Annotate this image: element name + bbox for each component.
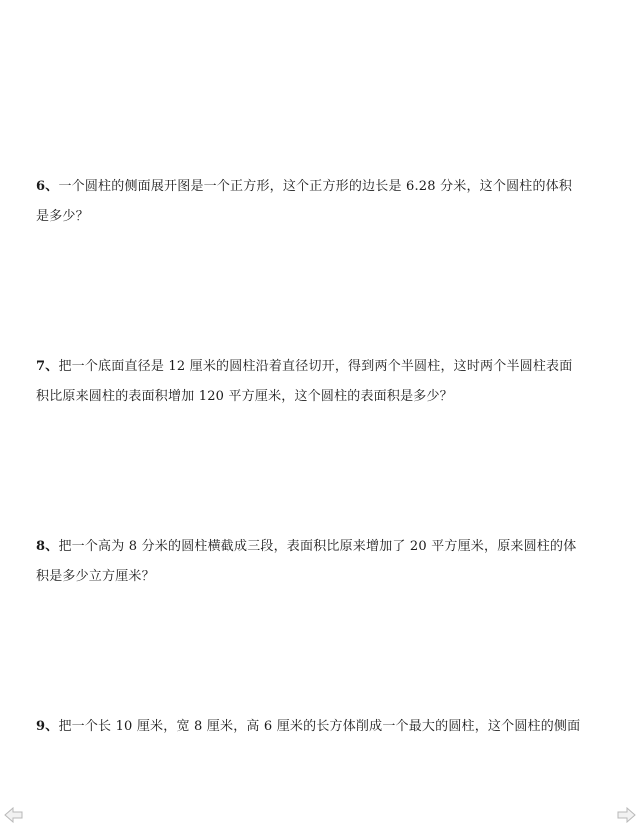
question-8-line-2: 积是多少立方厘米？ <box>36 569 155 584</box>
question-7-separator: 、 <box>45 359 59 374</box>
question-8-text-1: 把一个高为 8 分米的圆柱横截成三段，表面积比原来增加了 20 平方厘米，原来圆柱的体 <box>58 539 577 554</box>
question-9-separator: 、 <box>45 719 59 734</box>
question-8-number: 8 <box>36 539 46 554</box>
prev-page-button[interactable] <box>4 807 24 823</box>
question-7-line-1 <box>36 352 602 382</box>
question-6-separator: 、 <box>45 179 59 194</box>
arrow-right-icon <box>616 807 636 823</box>
arrow-left-icon <box>4 807 24 823</box>
question-9-text-1: 把一个长 10 厘米，宽 8 厘米，高 6 厘米的长方体削成一个最大的圆柱，这个圆柱的侧面 <box>58 719 581 734</box>
question-7-line-2: 积比原来圆柱的表面积增加 120 平方厘米，这个圆柱的表面积是多少？ <box>36 389 453 404</box>
question-8-separator: 、 <box>45 539 59 554</box>
question-9-number: 9 <box>36 719 46 734</box>
question-9-line-1 <box>36 712 602 742</box>
question-6-line-2: 是多少？ <box>36 209 89 224</box>
question-6-text-1: 一个圆柱的侧面展开图是一个正方形，这个正方形的边长是 6.28 分米，这个圆柱的体积 <box>58 179 573 194</box>
question-8-line-1 <box>36 532 602 562</box>
question-6-number: 6 <box>36 179 46 194</box>
question-7 <box>36 352 602 412</box>
next-page-button[interactable] <box>616 807 636 823</box>
question-9 <box>36 712 602 742</box>
question-7-number: 7 <box>36 359 46 374</box>
question-7-text-1: 把一个底面直径是 12 厘米的圆柱沿着直径切开，得到两个半圆柱，这时两个半圆柱表面 <box>58 359 573 374</box>
question-8 <box>36 532 602 592</box>
question-6 <box>36 172 602 232</box>
question-6-line-1 <box>36 172 602 202</box>
